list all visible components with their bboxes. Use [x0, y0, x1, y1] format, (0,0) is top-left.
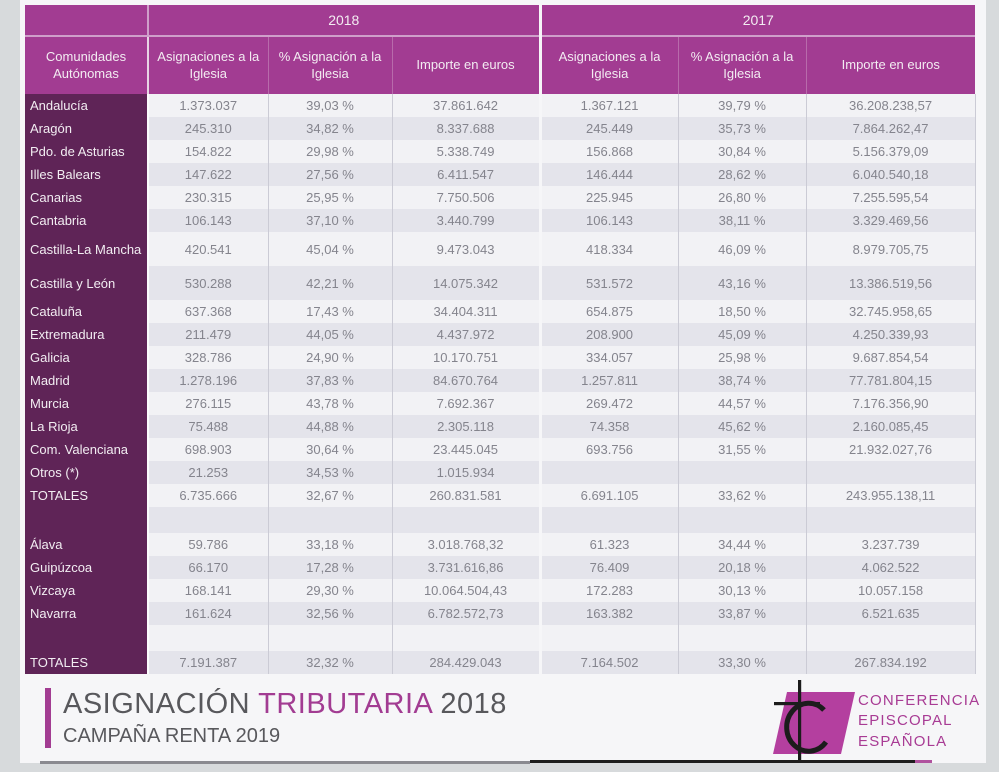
cell: 245.449: [540, 117, 678, 140]
cell: 38,11 %: [678, 209, 806, 232]
table-row: [25, 140, 975, 163]
cell: 269.472: [540, 392, 678, 415]
accent-bar: [45, 688, 51, 748]
row-header: Cataluña: [25, 300, 148, 323]
asignacion-tributaria-table: [25, 5, 976, 674]
cell: 531.572: [540, 266, 678, 300]
table-row: [25, 625, 975, 651]
cell: 45,04 %: [268, 232, 392, 266]
cell: [540, 507, 678, 533]
corner-cell: [25, 5, 148, 36]
cell: 2.160.085,45: [806, 415, 975, 438]
cell: 42,21 %: [268, 266, 392, 300]
cell: [678, 507, 806, 533]
cell: 8.337.688: [392, 117, 540, 140]
table-row: [25, 533, 975, 556]
cell: 20,18 %: [678, 556, 806, 579]
cell: 24,90 %: [268, 346, 392, 369]
cell: 284.429.043: [392, 651, 540, 674]
cell: 39,79 %: [678, 94, 806, 117]
cell: 243.955.138,11: [806, 484, 975, 507]
title-part-tributaria: TRIBUTARIA: [258, 688, 432, 720]
cell: 76.409: [540, 556, 678, 579]
cell: 32.745.958,65: [806, 300, 975, 323]
year-header-2017: 2017: [540, 5, 975, 36]
cell: [268, 625, 392, 651]
cell: 6.735.666: [148, 484, 268, 507]
row-header: Otros (*): [25, 461, 148, 484]
cell: 34.404.311: [392, 300, 540, 323]
cell: 3.329.469,56: [806, 209, 975, 232]
cell: 418.334: [540, 232, 678, 266]
cell: 13.386.519,56: [806, 266, 975, 300]
row-header: TOTALES: [25, 484, 148, 507]
cell: 698.903: [148, 438, 268, 461]
table-row: [25, 300, 975, 323]
cell: 37.861.642: [392, 94, 540, 117]
row-header: Galicia: [25, 346, 148, 369]
table-row: [25, 602, 975, 625]
row-header: [25, 507, 148, 533]
cell: 4.437.972: [392, 323, 540, 346]
cell: 43,16 %: [678, 266, 806, 300]
cell: 420.541: [148, 232, 268, 266]
row-header: Madrid: [25, 369, 148, 392]
cell: 7.692.367: [392, 392, 540, 415]
cell: 7.255.595,54: [806, 186, 975, 209]
cell: 230.315: [148, 186, 268, 209]
table-row: [25, 117, 975, 140]
cell: 168.141: [148, 579, 268, 602]
cell: 27,56 %: [268, 163, 392, 186]
cell: 4.250.339,93: [806, 323, 975, 346]
cell: 14.075.342: [392, 266, 540, 300]
cell: 147.622: [148, 163, 268, 186]
cell: 7.176.356,90: [806, 392, 975, 415]
row-header: La Rioja: [25, 415, 148, 438]
cell: 6.691.105: [540, 484, 678, 507]
table-row: [25, 94, 975, 117]
cell: [148, 625, 268, 651]
cell: 18,50 %: [678, 300, 806, 323]
cell: 30,13 %: [678, 579, 806, 602]
table-row: [25, 579, 975, 602]
cell: 44,88 %: [268, 415, 392, 438]
row-header: Vizcaya: [25, 579, 148, 602]
cell: [806, 507, 975, 533]
conferencia-episcopal-logo: [753, 680, 998, 760]
cell: 59.786: [148, 533, 268, 556]
cell: 33,87 %: [678, 602, 806, 625]
cell: [392, 625, 540, 651]
cell: 36.208.238,57: [806, 94, 975, 117]
cell: 45,62 %: [678, 415, 806, 438]
year-header-2018: 2018: [148, 5, 540, 36]
cell: 530.288: [148, 266, 268, 300]
bottom-rule: [40, 760, 932, 763]
cell: 6.782.572,73: [392, 602, 540, 625]
cell: 61.323: [540, 533, 678, 556]
cell: 38,74 %: [678, 369, 806, 392]
table-row: [25, 186, 975, 209]
cell: 34,44 %: [678, 533, 806, 556]
cell: 1.373.037: [148, 94, 268, 117]
cell: 84.670.764: [392, 369, 540, 392]
cell: 33,62 %: [678, 484, 806, 507]
cell: 1.367.121: [540, 94, 678, 117]
cell: [268, 507, 392, 533]
cell: 6.521.635: [806, 602, 975, 625]
table-row: [25, 484, 975, 507]
table-row: [25, 163, 975, 186]
table-row: [25, 438, 975, 461]
row-header: Murcia: [25, 392, 148, 415]
cell: 66.170: [148, 556, 268, 579]
cell: 161.624: [148, 602, 268, 625]
rule-magenta-segment: [915, 760, 932, 763]
cell: 29,98 %: [268, 140, 392, 163]
col-header-pct-2018: % Asignación a la Iglesia: [268, 36, 392, 94]
footer-titles: [63, 688, 507, 748]
cell: 17,43 %: [268, 300, 392, 323]
cell: 1.257.811: [540, 369, 678, 392]
cell: 334.057: [540, 346, 678, 369]
table-row: [25, 369, 975, 392]
cell: 31,55 %: [678, 438, 806, 461]
logo-text: [858, 691, 980, 752]
cell: 208.900: [540, 323, 678, 346]
cell: 25,95 %: [268, 186, 392, 209]
logo-line-2: EPISCOPAL: [858, 712, 953, 730]
row-header: [25, 625, 148, 651]
cell: 1.278.196: [148, 369, 268, 392]
cell: 3.237.739: [806, 533, 975, 556]
cell: 32,67 %: [268, 484, 392, 507]
row-header: Cantabria: [25, 209, 148, 232]
cell: 43,78 %: [268, 392, 392, 415]
table-row: [25, 346, 975, 369]
cell: [806, 625, 975, 651]
cell: [148, 507, 268, 533]
cell: 29,30 %: [268, 579, 392, 602]
row-header: Guipúzcoa: [25, 556, 148, 579]
cell: [806, 461, 975, 484]
cell: 10.170.751: [392, 346, 540, 369]
cell: 32,32 %: [268, 651, 392, 674]
table-body: [25, 94, 975, 674]
row-header: Extremadura: [25, 323, 148, 346]
cell: 225.945: [540, 186, 678, 209]
cell: 637.368: [148, 300, 268, 323]
cell: 33,18 %: [268, 533, 392, 556]
cell: 17,28 %: [268, 556, 392, 579]
row-header: Canarias: [25, 186, 148, 209]
cell: 1.015.934: [392, 461, 540, 484]
table-row: [25, 556, 975, 579]
table-row: [25, 461, 975, 484]
cell: 45,09 %: [678, 323, 806, 346]
cell: 30,64 %: [268, 438, 392, 461]
cell: 39,03 %: [268, 94, 392, 117]
row-header: Aragón: [25, 117, 148, 140]
cell: 34,53 %: [268, 461, 392, 484]
footer: [45, 688, 507, 748]
row-header: Castilla-La Mancha: [25, 232, 148, 266]
cell: 28,62 %: [678, 163, 806, 186]
cell: 6.411.547: [392, 163, 540, 186]
cell: 276.115: [148, 392, 268, 415]
row-header: TOTALES: [25, 651, 148, 674]
cell: 74.358: [540, 415, 678, 438]
cell: 25,98 %: [678, 346, 806, 369]
cell: 328.786: [148, 346, 268, 369]
row-header: Castilla y León: [25, 266, 148, 300]
cell: 654.875: [540, 300, 678, 323]
col-header-asignaciones-2017: Asignaciones a la Iglesia: [540, 36, 678, 94]
cell: 32,56 %: [268, 602, 392, 625]
cell: 21.932.027,76: [806, 438, 975, 461]
cell: 245.310: [148, 117, 268, 140]
cell: 10.064.504,43: [392, 579, 540, 602]
cell: 5.156.379,09: [806, 140, 975, 163]
cell: [540, 461, 678, 484]
cell: 156.868: [540, 140, 678, 163]
table-row: [25, 392, 975, 415]
cell: [678, 461, 806, 484]
cell: 4.062.522: [806, 556, 975, 579]
cell: [678, 625, 806, 651]
cell: 23.445.045: [392, 438, 540, 461]
page-subtitle: CAMPAÑA RENTA 2019: [63, 725, 281, 748]
col-header-importe-2018: Importe en euros: [392, 36, 540, 94]
cell: 77.781.804,15: [806, 369, 975, 392]
cell: 33,30 %: [678, 651, 806, 674]
cell: 26,80 %: [678, 186, 806, 209]
cell: 7.864.262,47: [806, 117, 975, 140]
cell: 35,73 %: [678, 117, 806, 140]
cell: 75.488: [148, 415, 268, 438]
cell: 3.018.768,32: [392, 533, 540, 556]
row-header: Pdo. de Asturias: [25, 140, 148, 163]
year-header-row: [25, 5, 975, 36]
cell: 3.440.799: [392, 209, 540, 232]
cell: 163.382: [540, 602, 678, 625]
cell: 9.687.854,54: [806, 346, 975, 369]
column-header-row: [25, 36, 975, 94]
col-header-comunidades: Comunidades Autónomas: [25, 36, 148, 94]
cell: 106.143: [540, 209, 678, 232]
cell: 146.444: [540, 163, 678, 186]
cell: 5.338.749: [392, 140, 540, 163]
cell: 693.756: [540, 438, 678, 461]
cell: 37,10 %: [268, 209, 392, 232]
title-part-asignacion: ASIGNACIÓN: [63, 688, 251, 720]
cell: 7.191.387: [148, 651, 268, 674]
cell: 267.834.192: [806, 651, 975, 674]
cell: [540, 625, 678, 651]
cell: 30,84 %: [678, 140, 806, 163]
col-header-asignaciones-2018: Asignaciones a la Iglesia: [148, 36, 268, 94]
col-header-pct-2017: % Asignación a la Iglesia: [678, 36, 806, 94]
rule-black-segment: [530, 760, 915, 763]
row-header: Illes Balears: [25, 163, 148, 186]
row-header: Andalucía: [25, 94, 148, 117]
cell: 6.040.540,18: [806, 163, 975, 186]
cell: 37,83 %: [268, 369, 392, 392]
cell: 7.164.502: [540, 651, 678, 674]
cell: 2.305.118: [392, 415, 540, 438]
cell: 172.283: [540, 579, 678, 602]
cell: 211.479: [148, 323, 268, 346]
col-header-importe-2017: Importe en euros: [806, 36, 975, 94]
row-header: Com. Valenciana: [25, 438, 148, 461]
cell: 21.253: [148, 461, 268, 484]
table-row: [25, 209, 975, 232]
cell: 44,57 %: [678, 392, 806, 415]
cell: 3.731.616,86: [392, 556, 540, 579]
logo-line-1: CONFERENCIA: [858, 692, 981, 709]
logo-line-3: ESPAÑOLA: [858, 732, 948, 750]
cell: 8.979.705,75: [806, 232, 975, 266]
row-header: Navarra: [25, 602, 148, 625]
document-sheet: [20, 0, 986, 763]
cell: 9.473.043: [392, 232, 540, 266]
cell: 34,82 %: [268, 117, 392, 140]
cell: 7.750.506: [392, 186, 540, 209]
cell: 154.822: [148, 140, 268, 163]
cell: 260.831.581: [392, 484, 540, 507]
cee-cross-icon: [758, 680, 858, 760]
table-row: [25, 507, 975, 533]
cell: 46,09 %: [678, 232, 806, 266]
cell: 106.143: [148, 209, 268, 232]
cell: [392, 507, 540, 533]
table-row: [25, 651, 975, 674]
table-row: [25, 232, 975, 266]
title-part-year: 2018: [440, 688, 507, 720]
table-row: [25, 266, 975, 300]
cell: 10.057.158: [806, 579, 975, 602]
row-header: Álava: [25, 533, 148, 556]
page-title: [63, 688, 507, 721]
table-row: [25, 323, 975, 346]
rule-gray-segment: [40, 761, 530, 764]
cell: 44,05 %: [268, 323, 392, 346]
table-row: [25, 415, 975, 438]
